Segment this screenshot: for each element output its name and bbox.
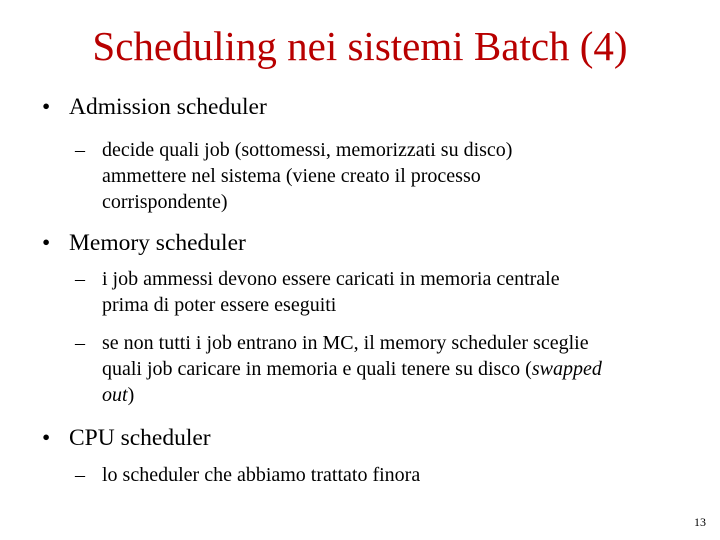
bullet-memory-scheduler bbox=[42, 229, 246, 257]
bullet-admission-scheduler bbox=[42, 93, 267, 121]
dash-icon: – bbox=[75, 464, 85, 486]
bullet-label: CPU scheduler bbox=[69, 425, 211, 451]
dash-icon: – bbox=[75, 332, 85, 354]
dash-icon: – bbox=[75, 139, 85, 161]
sub-item-text-italic: swapped out bbox=[102, 358, 602, 406]
sub-item-text: lo scheduler che abbiamo trattato finora bbox=[102, 464, 421, 486]
bullet-cpu-scheduler bbox=[42, 424, 211, 452]
sub-item-text: decide quali job (sottomessi, memorizzati su disco) ammettere nel sistema (viene creato il processo corrispondente) bbox=[102, 139, 513, 213]
dash-icon: – bbox=[75, 268, 85, 290]
bullet-label: Admission scheduler bbox=[69, 94, 267, 120]
bullet-label: Memory scheduler bbox=[69, 230, 246, 256]
sub-item bbox=[75, 330, 630, 408]
sub-item bbox=[75, 462, 675, 488]
bullet-icon: • bbox=[42, 94, 51, 120]
sub-item bbox=[75, 137, 595, 215]
sub-item-text-after: ) bbox=[127, 384, 135, 406]
bullet-icon: • bbox=[42, 425, 51, 451]
sub-item-text-before: se non tutti i job entrano in MC, il memory scheduler sceglie quali job caricare in memoria e quali tenere su disco ( bbox=[102, 332, 589, 380]
bullet-icon: • bbox=[42, 230, 51, 256]
slide-title: Scheduling nei sistemi Batch (4) bbox=[92, 23, 628, 69]
page-number: 13 bbox=[694, 515, 706, 529]
sub-item-text bbox=[75, 330, 630, 408]
sub-item-text: i job ammessi devono essere caricati in memoria centrale prima di poter essere eseguiti bbox=[102, 268, 560, 316]
sub-item bbox=[75, 266, 575, 318]
